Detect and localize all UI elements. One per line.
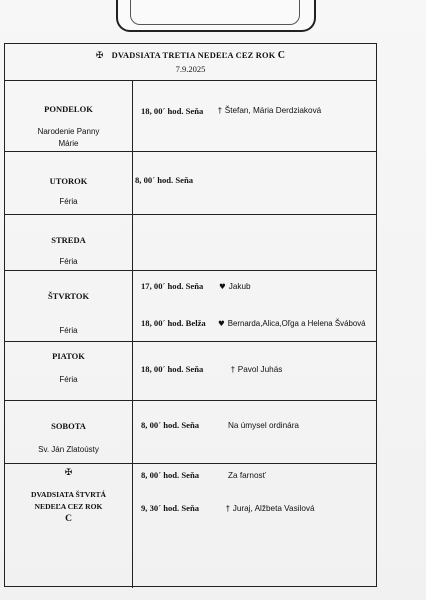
day-note: Féria (59, 375, 78, 384)
cross-ornament-icon: ✠ (95, 51, 104, 61)
mass-intention: Za farnosť (228, 471, 266, 480)
mass-time: 9, 30´ hod. Seňa (141, 503, 200, 513)
mass-intention: † Pavol Juhás (231, 365, 283, 374)
schedule-header (5, 44, 376, 81)
row-sunday (5, 464, 376, 588)
day-name: STREDA (51, 235, 86, 245)
heart-icon: ♥ (218, 319, 225, 328)
header-date: 7.9.2025 (175, 64, 206, 74)
day-note-line-2: Márie (58, 139, 79, 148)
header-title-letter: C (277, 50, 286, 61)
cross-icon: † (218, 106, 222, 115)
clipboard-clip-inner (130, 0, 300, 25)
mass-intention: ♥ Bernarda,Alica,Oľga a Helena Švábová (218, 319, 366, 328)
mass-time: 18, 00´ hod. Seňa (141, 364, 204, 374)
mass-intention: † Juraj, Alžbeta Vasilová (226, 504, 315, 513)
heart-icon: ♥ (219, 282, 226, 291)
row-friday (5, 342, 376, 401)
day-name: PIATOK (52, 351, 85, 361)
day-note-line-1: Narodenie Panny (37, 127, 100, 136)
day-note: Féria (59, 257, 78, 266)
cross-icon: † (231, 365, 235, 374)
day-name: UTOROK (49, 176, 88, 186)
row-monday (5, 81, 376, 152)
day-note: Sv. Ján Zlatoústy (38, 445, 99, 454)
day-note: Féria (59, 326, 78, 335)
sunday-title-letter: C (65, 514, 72, 524)
mass-time: 17, 00´ hod. Seňa (141, 281, 204, 291)
row-wednesday (5, 215, 376, 271)
mass-time: 8, 00´ hod. Seňa (135, 175, 194, 185)
row-tuesday (5, 152, 376, 215)
day-note: Féria (59, 197, 78, 206)
header-title: DVADSIATA TRETIA NEDEĽA CEZ ROK (111, 51, 276, 60)
mass-intention: ♥ Jakub (219, 282, 251, 291)
cross-icon: † (226, 504, 230, 513)
mass-intention: Na úmysel ordinára (228, 421, 299, 430)
cross-ornament-icon: ✠ (64, 468, 73, 478)
day-name: ŠTVRTOK (47, 291, 90, 301)
mass-time: 18, 00´ hod. Seňa (141, 106, 204, 116)
row-saturday (5, 401, 376, 464)
mass-time: 8, 00´ hod. Seňa (141, 420, 200, 430)
day-name: SOBOTA (51, 421, 86, 431)
row-thursday (5, 271, 376, 342)
header-title-line (5, 50, 376, 61)
mass-time: 18, 00´ hod. Belža (141, 318, 206, 328)
sunday-title-line-1: DVADSIATA ŠTVRTÁ (30, 490, 107, 499)
sunday-title-line-2: NEDEĽA CEZ ROK (34, 502, 103, 511)
mass-intention: † Štefan, Mária Derdziaková (218, 106, 322, 115)
mass-time: 8, 00´ hod. Seňa (141, 470, 200, 480)
day-name: PONDELOK (44, 104, 93, 114)
schedule-table (4, 43, 377, 587)
